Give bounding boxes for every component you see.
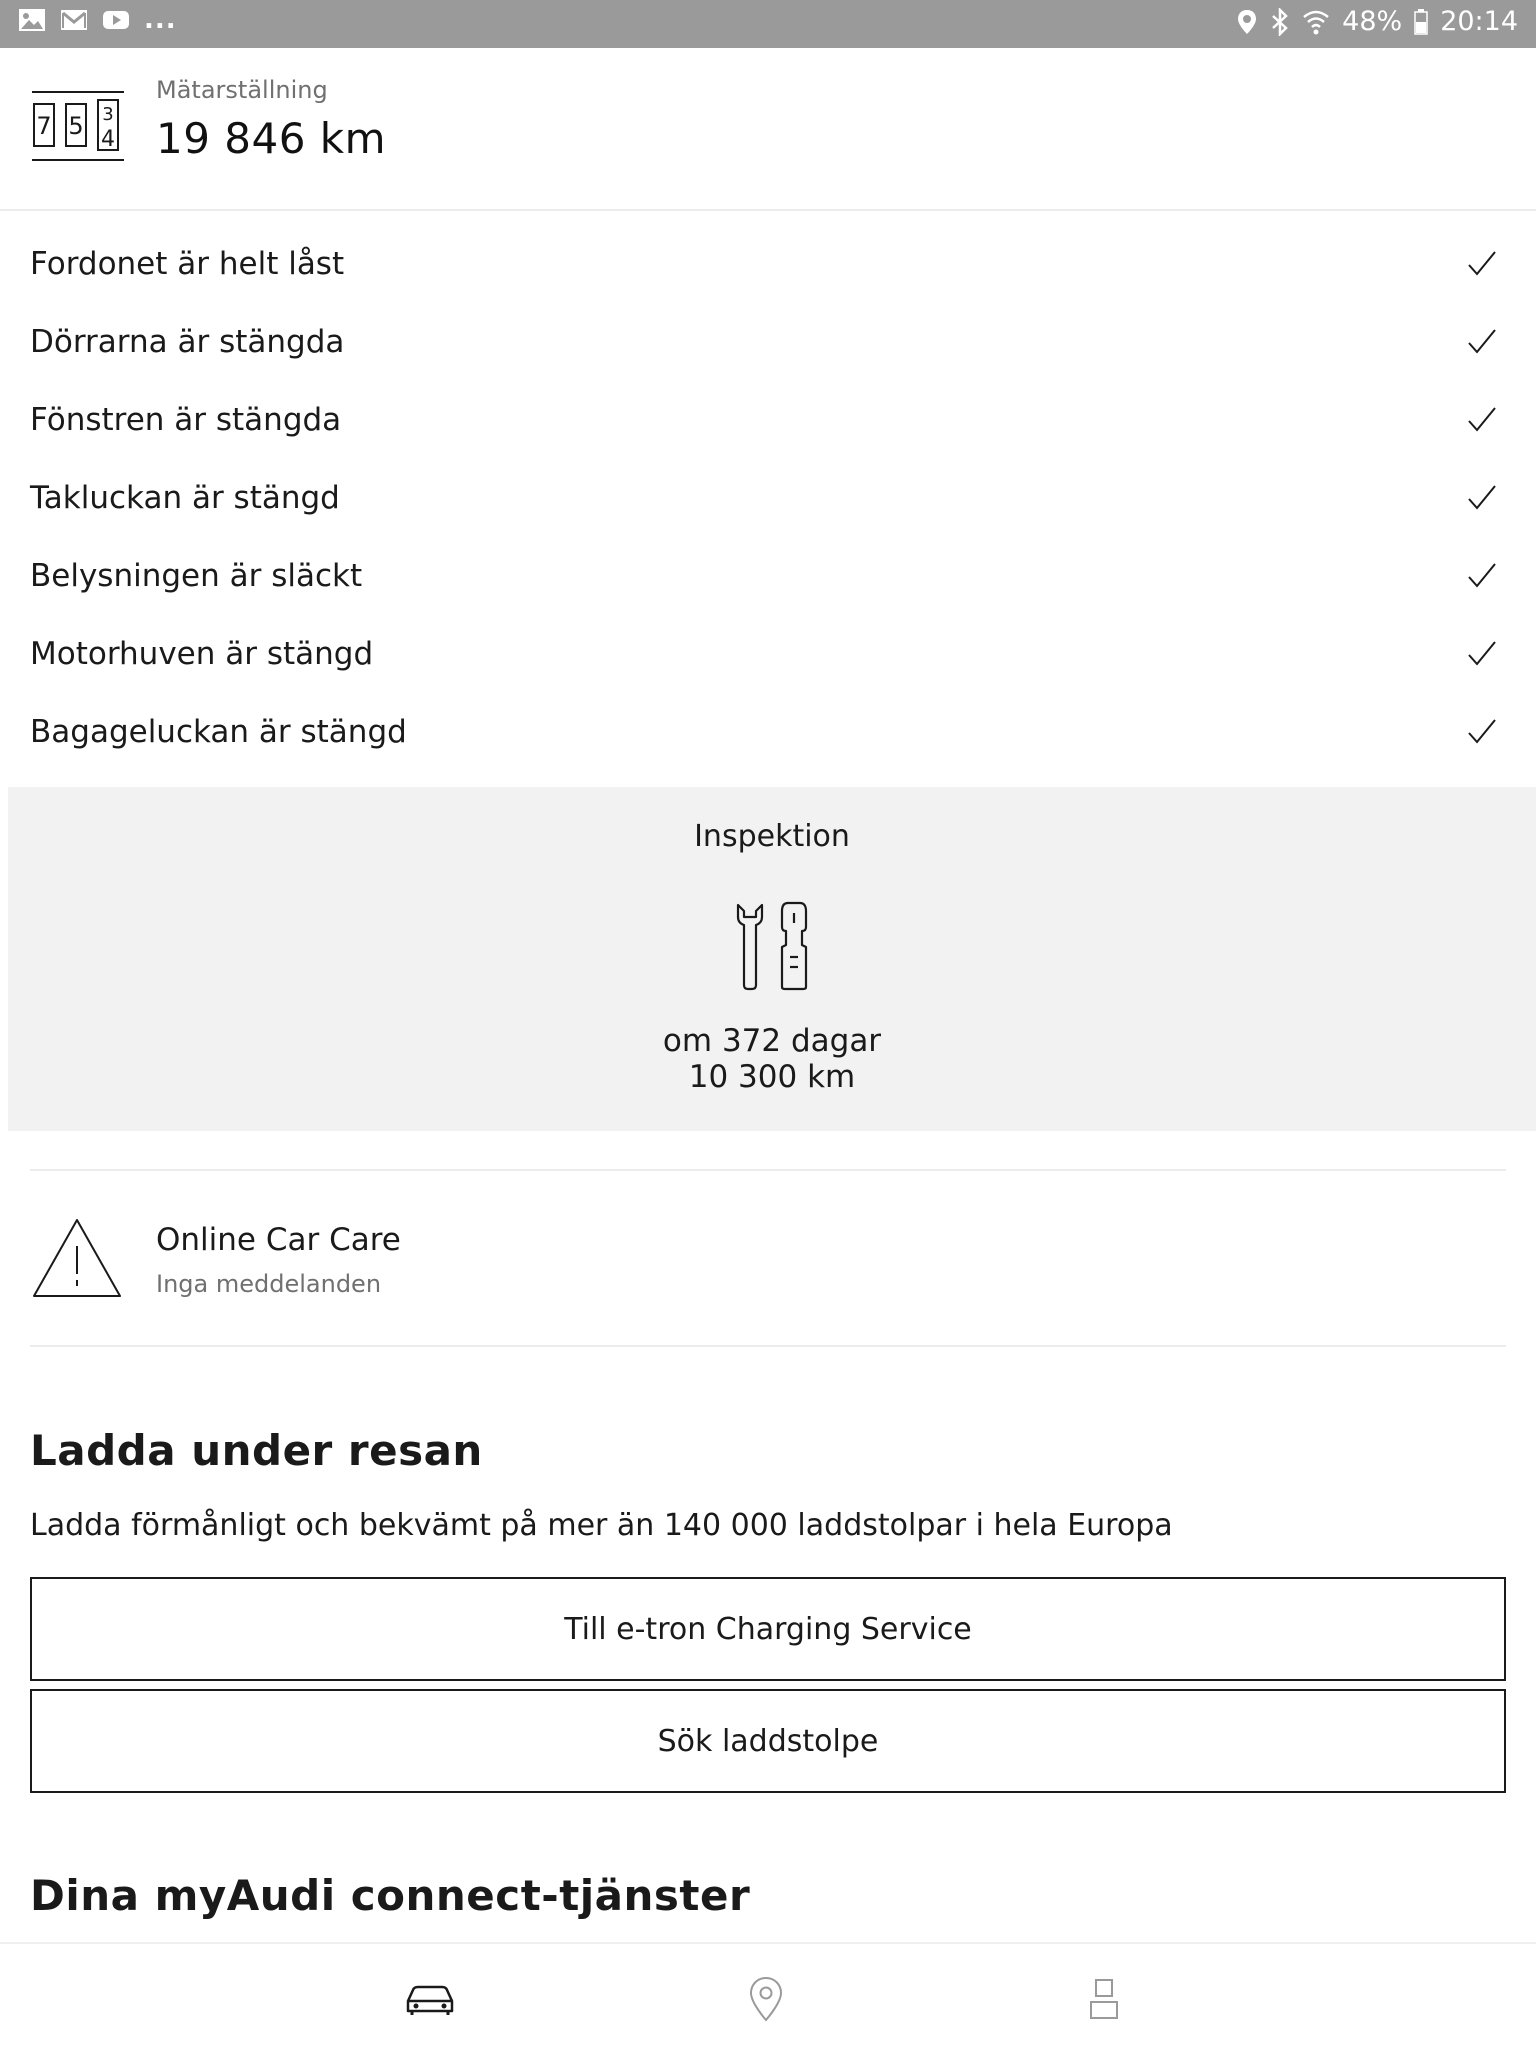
online-car-care-subtitle: Inga meddelanden: [156, 1270, 382, 1298]
wifi-icon: [1302, 8, 1330, 36]
warning-icon: [30, 1216, 124, 1300]
status-item-label: Dörrarna är stängda: [30, 324, 345, 360]
gmail-icon: [60, 8, 88, 32]
battery-icon: [1414, 8, 1428, 36]
charging-service-button[interactable]: Till e-tron Charging Service: [30, 1577, 1506, 1681]
nav-item-map[interactable]: [738, 1974, 794, 2024]
odometer-digit: 5: [68, 112, 84, 140]
services-heading: Dina myAudi connect-tjänster: [30, 1871, 751, 1920]
status-item-trunk: [0, 694, 1536, 772]
charging-heading: Ladda under resan: [30, 1426, 483, 1475]
check-icon: [1466, 482, 1498, 514]
bottom-navigation: [0, 1942, 1536, 2048]
youtube-icon: [102, 8, 130, 32]
status-bar-right: [1236, 6, 1518, 37]
status-item-sunroof: [0, 460, 1536, 538]
status-item-hood: [0, 616, 1536, 694]
status-item-windows: [0, 382, 1536, 460]
map-pin-icon: [748, 1975, 784, 2023]
inspection-days: om 372 dagar: [662, 1023, 882, 1059]
vehicle-status-list: [0, 226, 1536, 772]
tools-icon: [730, 901, 812, 991]
status-item-label: Bagageluckan är stängd: [30, 714, 407, 750]
charging-description: Ladda förmånligt och bekvämt på mer än 140 000 laddstolpar i hela Europa: [30, 1508, 1173, 1543]
divider: [30, 1169, 1506, 1171]
car-icon: [404, 1981, 456, 2017]
inspection-panel[interactable]: [8, 787, 1536, 1131]
check-icon: [1466, 326, 1498, 358]
nav-item-vehicle[interactable]: [402, 1974, 458, 2024]
status-item-locked: [0, 226, 1536, 304]
status-bar-left: [18, 5, 177, 35]
odometer-label: Mätarställning: [156, 76, 328, 104]
more-notifications: ...: [144, 5, 177, 35]
inspection-title: Inspektion: [694, 819, 850, 854]
check-icon: [1466, 404, 1498, 436]
odometer-icon: [30, 88, 126, 164]
odometer-digit: 3: [102, 104, 114, 125]
online-car-care-title: Online Car Care: [156, 1222, 401, 1258]
status-item-label: Fönstren är stängda: [30, 402, 342, 438]
profile-icon: [1088, 1977, 1120, 2021]
nav-item-profile[interactable]: [1076, 1974, 1132, 2024]
status-item-label: Motorhuven är stängd: [30, 636, 374, 672]
odometer-section: [0, 48, 1536, 211]
odometer-digit: 7: [36, 112, 52, 140]
status-item-label: Belysningen är släckt: [30, 558, 363, 594]
search-charging-station-button[interactable]: Sök laddstolpe: [30, 1689, 1506, 1793]
inspection-distance: 10 300 km: [688, 1059, 856, 1095]
status-item-lights: [0, 538, 1536, 616]
gallery-icon: [18, 8, 46, 32]
bluetooth-icon: [1270, 8, 1290, 36]
check-icon: [1466, 716, 1498, 748]
status-item-label: Takluckan är stängd: [30, 480, 340, 516]
divider: [30, 1345, 1506, 1347]
status-item-label: Fordonet är helt låst: [30, 246, 345, 282]
odometer-digit: 4: [101, 127, 115, 152]
check-icon: [1466, 638, 1498, 670]
check-icon: [1466, 560, 1498, 592]
battery-percent: 48%: [1342, 6, 1403, 37]
odometer-value: 19 846 km: [156, 114, 387, 163]
system-status-bar: [0, 0, 1536, 48]
clock: 20:14: [1440, 6, 1518, 37]
check-icon: [1466, 248, 1498, 280]
location-icon: [1236, 8, 1258, 36]
status-item-doors: [0, 304, 1536, 382]
